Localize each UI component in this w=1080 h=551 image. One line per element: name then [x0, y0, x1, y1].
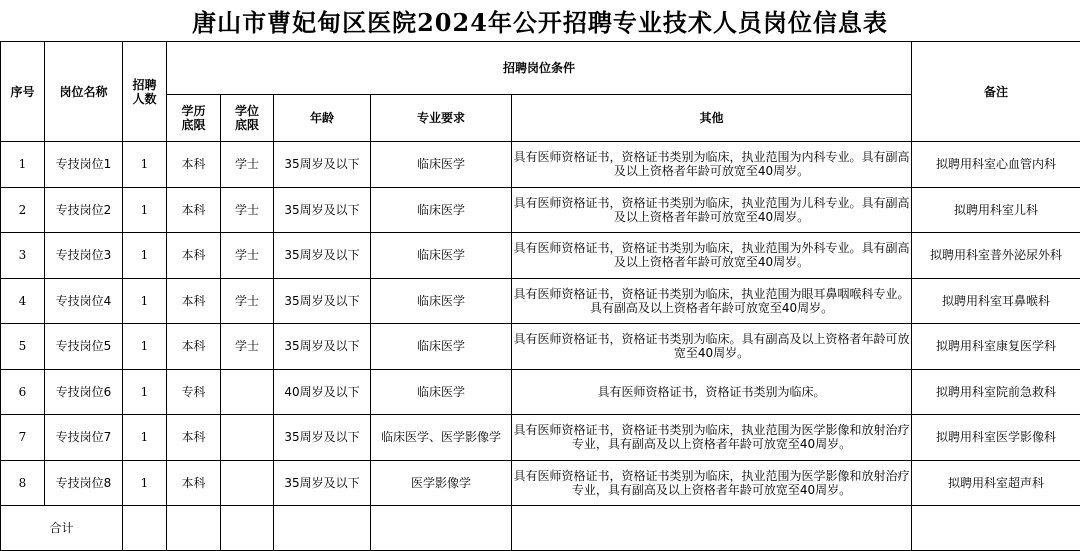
header-age: 年龄	[274, 95, 371, 142]
cell-remark: 拟聘用科室耳鼻喉科	[912, 278, 1080, 324]
cell-age: 35周岁及以下	[274, 278, 371, 324]
cell-position: 专技岗位5	[45, 324, 123, 370]
header-count-text: 招聘人数	[129, 78, 161, 106]
cell-seq: 2	[1, 187, 45, 233]
cell-count: 1	[123, 369, 167, 415]
cell-age: 35周岁及以下	[274, 233, 371, 279]
total-cell	[123, 506, 167, 551]
cell-education: 专科	[167, 369, 221, 415]
cell-education: 本科	[167, 233, 221, 279]
cell-degree: 学士	[221, 324, 274, 370]
cell-age: 35周岁及以下	[274, 142, 371, 188]
cell-other: 具有医师资格证书，资格证书类别为临床，执业范围为外科专业。具有副高及以上资格者年龄可放宽至40周岁。	[512, 233, 912, 279]
cell-degree	[221, 369, 274, 415]
cell-education: 本科	[167, 278, 221, 324]
header-degree-text: 学位底限	[231, 104, 263, 132]
header-education-text: 学历底限	[178, 104, 210, 132]
cell-other: 具有医师资格证书，资格证书类别为临床，执业范围为内科专业。具有副高及以上资格者年龄可放宽至40周岁。	[512, 142, 912, 188]
cell-seq: 8	[1, 460, 45, 506]
cell-age: 35周岁及以下	[274, 187, 371, 233]
table-row	[1, 324, 1080, 370]
cell-count: 1	[123, 142, 167, 188]
cell-seq: 3	[1, 233, 45, 279]
cell-degree	[221, 460, 274, 506]
header-other: 其他	[512, 95, 912, 142]
cell-age: 40周岁及以下	[274, 369, 371, 415]
cell-remark: 拟聘用科室心血管内科	[912, 142, 1080, 188]
cell-age: 35周岁及以下	[274, 415, 371, 461]
cell-count: 1	[123, 233, 167, 279]
cell-seq: 5	[1, 324, 45, 370]
cell-seq: 1	[1, 142, 45, 188]
cell-count: 1	[123, 415, 167, 461]
cell-major: 临床医学	[371, 142, 512, 188]
cell-major: 临床医学	[371, 233, 512, 279]
total-cell	[221, 506, 274, 551]
header-major: 专业要求	[371, 95, 512, 142]
total-cell	[912, 506, 1080, 551]
cell-age: 35周岁及以下	[274, 460, 371, 506]
cell-remark: 拟聘用科室超声科	[912, 460, 1080, 506]
cell-other: 具有医师资格证书，资格证书类别为临床，执业范围为儿科专业。具有副高及以上资格者年龄可放宽至40周岁。	[512, 187, 912, 233]
cell-degree: 学士	[221, 142, 274, 188]
cell-education: 本科	[167, 187, 221, 233]
header-position: 岗位名称	[45, 42, 123, 142]
cell-degree: 学士	[221, 278, 274, 324]
cell-education: 本科	[167, 415, 221, 461]
cell-other: 具有医师资格证书，资格证书类别为临床，执业范围为医学影像和放射治疗专业，具有副高及以上资格者年龄可放宽至40周岁。	[512, 415, 912, 461]
table-row	[1, 369, 1080, 415]
header-row-1	[1, 42, 1080, 95]
table-row	[1, 233, 1080, 279]
total-cell	[274, 506, 371, 551]
header-count	[123, 42, 167, 142]
cell-position: 专技岗位6	[45, 369, 123, 415]
cell-count: 1	[123, 324, 167, 370]
cell-seq: 7	[1, 415, 45, 461]
cell-education: 本科	[167, 324, 221, 370]
cell-degree	[221, 415, 274, 461]
cell-other: 具有医师资格证书，资格证书类别为临床。	[512, 369, 912, 415]
total-cell	[512, 506, 912, 551]
cell-age: 35周岁及以下	[274, 324, 371, 370]
header-conditions: 招聘岗位条件	[167, 42, 912, 95]
cell-other: 具有医师资格证书，资格证书类别为临床，执业范围为眼耳鼻咽喉科专业。具有副高及以上资格者年龄可放宽至40周岁。	[512, 278, 912, 324]
cell-major: 临床医学	[371, 278, 512, 324]
cell-position: 专技岗位8	[45, 460, 123, 506]
cell-other: 具有医师资格证书，资格证书类别为临床，执业范围为医学影像和放射治疗专业，具有副高及以上资格者年龄可放宽至40周岁。	[512, 460, 912, 506]
cell-remark: 拟聘用科室普外泌尿外科	[912, 233, 1080, 279]
cell-education: 本科	[167, 460, 221, 506]
header-education	[167, 95, 221, 142]
cell-position: 专技岗位1	[45, 142, 123, 188]
total-cell	[371, 506, 512, 551]
cell-position: 专技岗位2	[45, 187, 123, 233]
table-title: 唐山市曹妃甸区医院2024年公开招聘专业技术人员岗位信息表	[0, 0, 1080, 41]
cell-remark: 拟聘用科室医学影像科	[912, 415, 1080, 461]
table-row	[1, 278, 1080, 324]
table-row	[1, 187, 1080, 233]
cell-degree: 学士	[221, 187, 274, 233]
total-label: 合计	[1, 506, 123, 551]
cell-major: 临床医学	[371, 324, 512, 370]
table-row	[1, 415, 1080, 461]
total-cell	[167, 506, 221, 551]
total-row	[1, 506, 1080, 551]
cell-degree: 学士	[221, 233, 274, 279]
cell-major: 临床医学	[371, 369, 512, 415]
header-remark: 备注	[912, 42, 1080, 142]
cell-position: 专技岗位3	[45, 233, 123, 279]
job-info-table	[0, 41, 1080, 551]
cell-count: 1	[123, 187, 167, 233]
cell-position: 专技岗位4	[45, 278, 123, 324]
cell-major: 医学影像学	[371, 460, 512, 506]
cell-remark: 拟聘用科室儿科	[912, 187, 1080, 233]
table-row	[1, 142, 1080, 188]
cell-count: 1	[123, 460, 167, 506]
cell-other: 具有医师资格证书，资格证书类别为临床。具有副高及以上资格者年龄可放宽至40周岁。	[512, 324, 912, 370]
header-degree	[221, 95, 274, 142]
cell-count: 1	[123, 278, 167, 324]
cell-position: 专技岗位7	[45, 415, 123, 461]
cell-major: 临床医学、医学影像学	[371, 415, 512, 461]
cell-education: 本科	[167, 142, 221, 188]
cell-seq: 6	[1, 369, 45, 415]
cell-seq: 4	[1, 278, 45, 324]
table-row	[1, 460, 1080, 506]
cell-remark: 拟聘用科室院前急救科	[912, 369, 1080, 415]
cell-remark: 拟聘用科室康复医学科	[912, 324, 1080, 370]
header-seq: 序号	[1, 42, 45, 142]
cell-major: 临床医学	[371, 187, 512, 233]
